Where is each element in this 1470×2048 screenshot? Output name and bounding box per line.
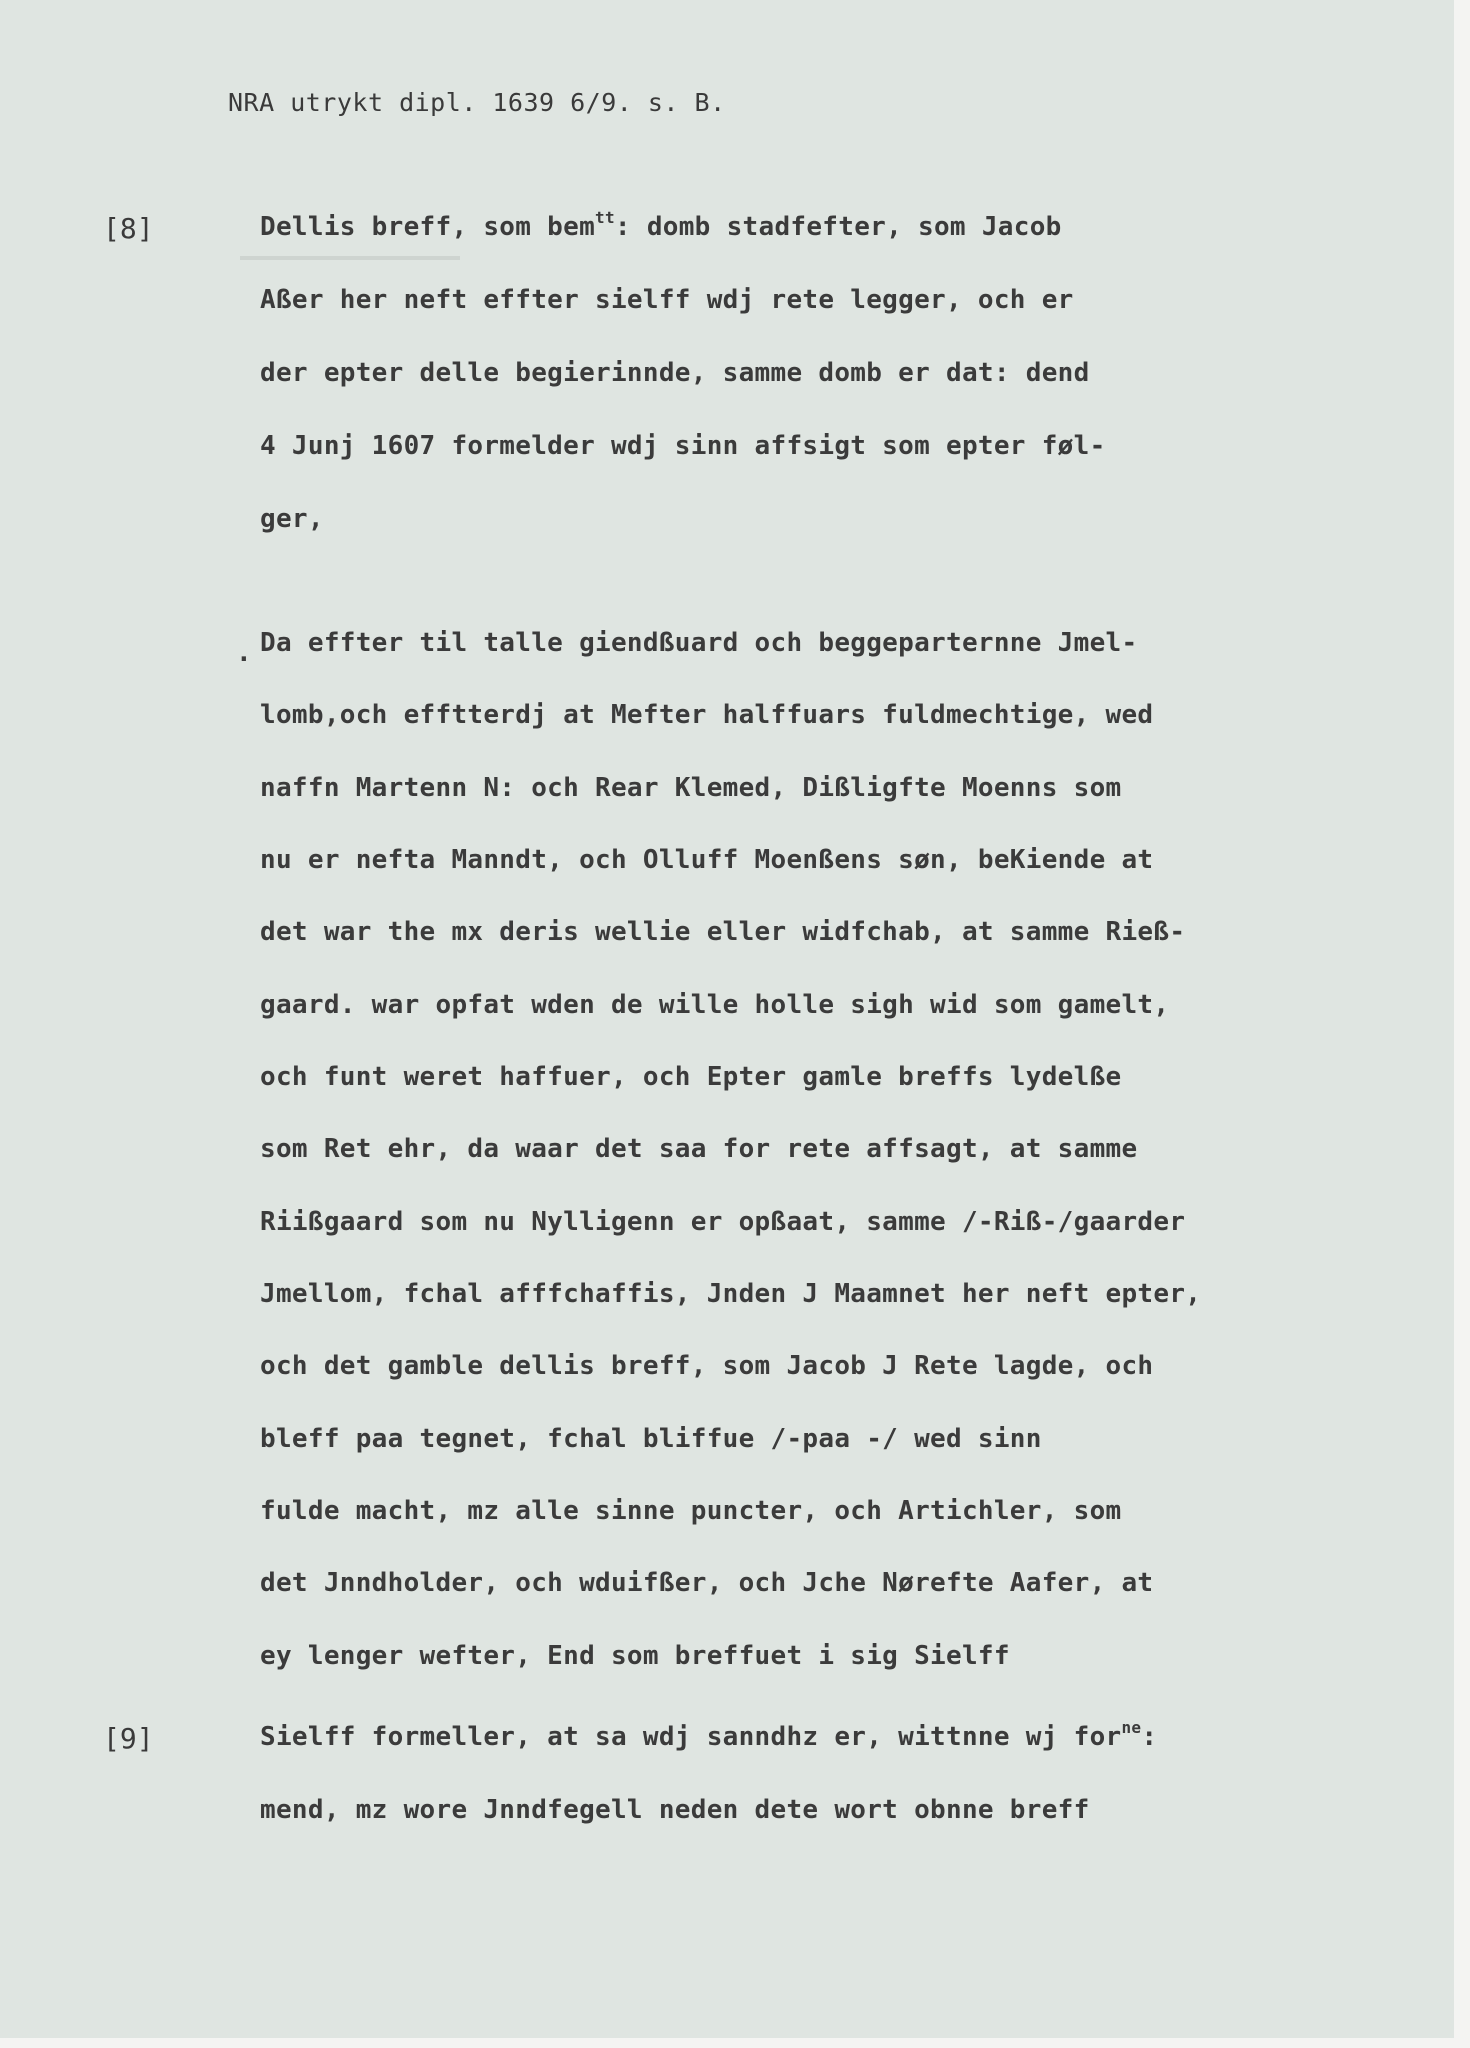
text-line-9: nu er nefta Manndt, och Olluff Moenßens søn, beKiende at: [260, 845, 1154, 875]
document-header: NRA utrykt dipl. 1639 6/9. s. B.: [228, 88, 726, 117]
text-line-18: fulde macht, mz alle sinne puncter, och Artichler, som: [260, 1496, 1122, 1526]
text-line-4: 4 Junj 1607 formelder wdj sinn affsigt som epter føl-: [260, 431, 1106, 461]
margin-dot: .: [236, 638, 252, 668]
text-line-17: bleff paa tegnet, fchal bliffue /-paa -/ wed sinn: [260, 1424, 1042, 1454]
text-line-6: Da effter til talle giendßuard och beggeparternne Jmel-: [260, 628, 1138, 658]
text-line-3: der epter delle begierinnde, samme domb er dat: dend: [260, 358, 1090, 388]
page-edge-right: [1454, 0, 1470, 2048]
text-line-14: Riißgaard som nu Nylligenn er opßaat, samme /-Riß-/gaarder: [260, 1207, 1186, 1237]
faint-underline: [240, 256, 460, 260]
text-line-12: och funt weret haffuer, och Epter gamle breffs lydelße: [260, 1062, 1122, 1092]
text-line-13: som Ret ehr, da waar det saa for rete affsagt, at samme: [260, 1134, 1138, 1164]
text-line-19: det Jnndholder, och wduifßer, och Jche Nørefte Aafer, at: [260, 1568, 1154, 1598]
text-line-8: naffn Martenn N: och Rear Klemed, Dißligfte Moenns som: [260, 773, 1122, 803]
text-line-20: ey lenger wefter, End som breffuet i sig Sielff: [260, 1641, 1010, 1671]
text-line-2: Aßer her neft effter sielff wdj rete legger, och er: [260, 285, 1074, 315]
text-line-7: lomb,och efftterdj at Mefter halffuars fuldmechtige, wed: [260, 700, 1154, 730]
page-edge-bottom: [0, 2038, 1470, 2048]
text-line-10: det war the mx deris wellie eller widfchab, at samme Rieß-: [260, 917, 1186, 947]
text-line-21: Sielff formeller, at sa wdj sanndhz er, wittnne wj for$^{ne}$:: [260, 1718, 1158, 1752]
section-marker-9: [9]: [103, 1722, 154, 1755]
text-line-5: ger,: [260, 504, 324, 534]
text-line-15: Jmellom, fchal afffchaffis, Jnden J Maamnet her neft epter,: [260, 1279, 1202, 1309]
text-line-22: mend, mz wore Jnndfegell neden dete wort obnne breff: [260, 1795, 1090, 1825]
section-marker-8: [8]: [103, 212, 154, 245]
text-line-1: Dellis breff, som bem$^{tt}$: domb stadfefter, som Jacob: [260, 208, 1062, 242]
text-line-16: och det gamble dellis breff, som Jacob J Rete lagde, och: [260, 1351, 1154, 1381]
text-line-11: gaard. war opfat wden de wille holle sigh wid som gamelt,: [260, 990, 1170, 1020]
